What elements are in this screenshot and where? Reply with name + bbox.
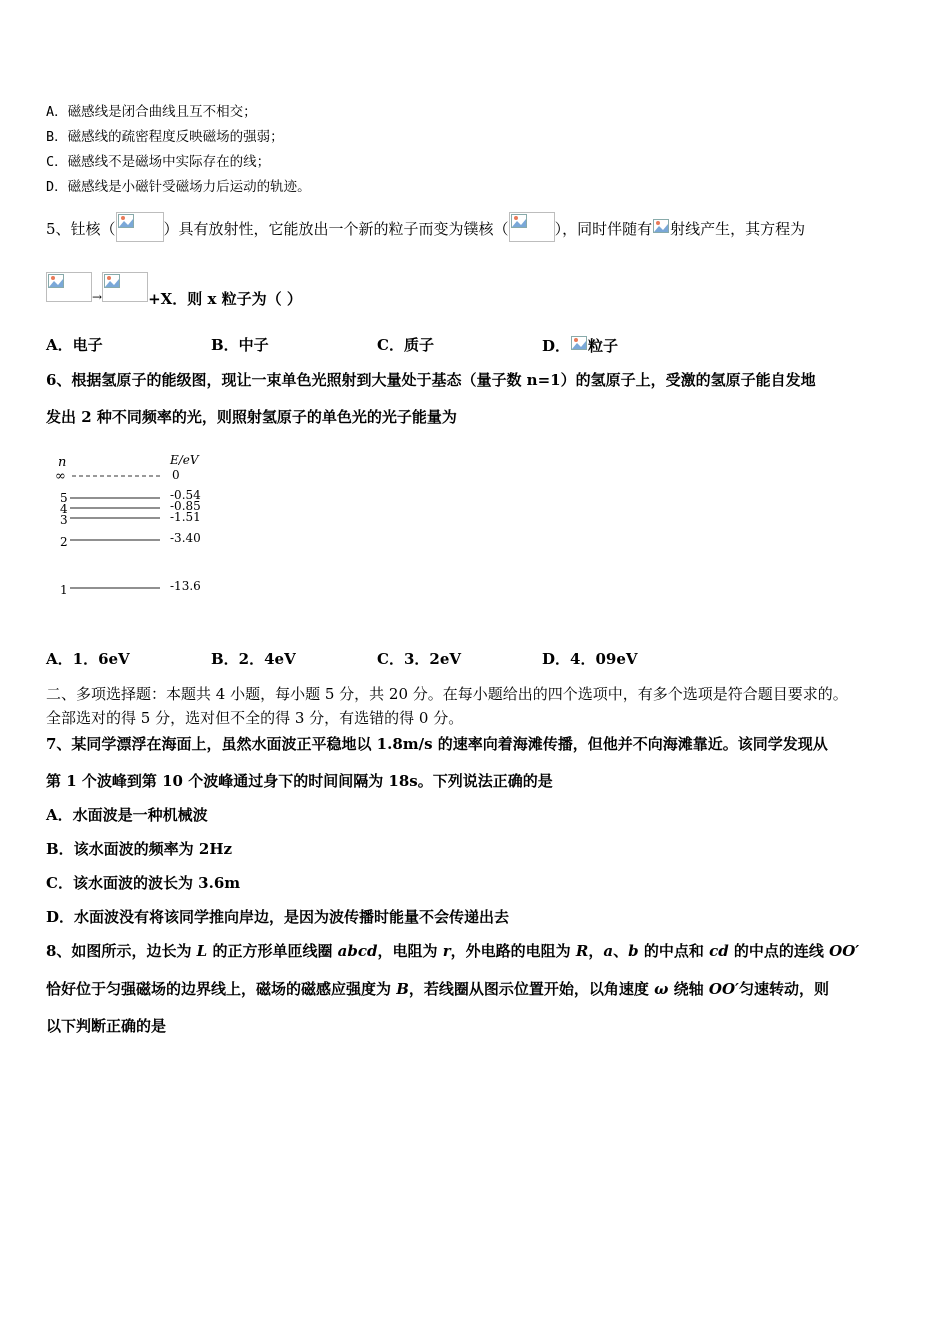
q5-text-3: ），同时伴随有 (554, 220, 653, 238)
q8-line-2 (46, 979, 829, 999)
q5-option-b: B．中子 (211, 336, 269, 354)
q4-option-a: A．磁感线是闭合曲线且互不相交； (46, 104, 257, 120)
q6-option-c: C．3．2eV (377, 650, 461, 668)
var-omega: ω (654, 980, 669, 998)
var-B: B (396, 980, 409, 998)
q4-option-c: C．磁感线不是磁场中实际存在的线； (46, 154, 271, 170)
reaction-arrow: → (92, 290, 103, 304)
q5-text-4: 射线产生，其方程为 (670, 220, 806, 238)
broken-image-icon (102, 272, 148, 302)
broken-image-icon (116, 212, 164, 242)
q5-option-d-label: D． (542, 337, 571, 355)
q8-text: ，外电路的电阻为 (450, 942, 576, 960)
q5-stem (46, 212, 805, 238)
q8-text: ，电阻为 (377, 942, 443, 960)
q8-text: 、 (613, 942, 629, 960)
q8-text: 8、如图所示，边长为 (46, 942, 197, 960)
broken-image-icon (652, 218, 670, 236)
var-R: R (575, 942, 589, 960)
q8-text: 的中点和 (638, 942, 710, 960)
q5-option-d (542, 335, 618, 356)
level-e-1: -13.6 (170, 579, 201, 593)
q8-text: ，若线圈从图示位置开始，以角速度 (408, 980, 655, 998)
q8-text: ， (588, 942, 604, 960)
var-r: r (442, 942, 451, 960)
var-L: L (196, 942, 208, 960)
q8-text: 绕轴 (668, 980, 709, 998)
section2-line-2: 全部选对的得 5 分，选对但不全的得 3 分，有选错的得 0 分。 (46, 709, 464, 727)
energy-axis-label: E/eV (170, 453, 199, 467)
level-e-2: -3.40 (170, 531, 201, 545)
level-n-1: 1 (60, 583, 68, 597)
q7-line-2: 第 1 个波峰到第 10 个波峰通过身下的时间间隔为 18s。下列说法正确的是 (46, 772, 553, 790)
energy-level-diagram (52, 452, 212, 602)
q8-text: 恰好位于匀强磁场的边界线上，磁场的磁感应强度为 (46, 980, 397, 998)
q5-text-1: 5、钍核（ (46, 220, 116, 238)
level-e-3: -1.51 (170, 510, 201, 524)
q5-equation (46, 272, 302, 306)
q6-option-d: D．4．09eV (542, 650, 638, 668)
broken-image-icon (46, 272, 92, 302)
level-n-4: 4 (60, 502, 68, 516)
var-b: b (628, 942, 639, 960)
broken-image-icon (509, 212, 555, 242)
q6-line-1: 6、根据氢原子的能级图，现让一束单色光照射到大量处于基态（量子数 n=1）的氢原子上，受激的氢原子能自发地 (46, 371, 816, 389)
section2-line-1: 二、多项选择题：本题共 4 小题，每小题 5 分，共 20 分。在每小题给出的四个选项中，有多个选项是符合题目要求的。 (46, 685, 848, 703)
level-e-5: -0.54 (170, 488, 201, 502)
var-abcd: abcd (337, 942, 378, 960)
var-OO: OO′ (829, 942, 860, 960)
broken-image-icon (570, 335, 588, 353)
q6-option-a: A．1．6eV (46, 650, 130, 668)
level-n-5: 5 (60, 491, 68, 505)
level-e-inf: 0 (172, 468, 180, 482)
q7-line-1: 7、某同学漂浮在海面上，虽然水面波正平稳地以 1.8m/s 的速率向着海滩传播，但他并不向海滩靠近。该同学发现从 (46, 735, 828, 753)
q5-option-c: C．质子 (377, 336, 434, 354)
q6-line-2: 发出 2 种不同频率的光，则照射氢原子的单色光的光子能量为 (46, 408, 457, 426)
q5-equation-tail: +X．则 x 粒子为（ ） (148, 290, 302, 308)
q4-option-d: D．磁感线是小磁针受磁场力后运动的轨迹。 (46, 179, 311, 195)
q8-text: 的正方形单匝线圈 (207, 942, 338, 960)
q7-option-c: C．该水面波的波长为 3.6m (46, 874, 241, 892)
level-n-inf: ∞ (55, 469, 66, 484)
level-n-3: 3 (60, 513, 68, 527)
q8-text: 匀速转动，则 (739, 980, 830, 998)
q4-option-b: B．磁感线的疏密程度反映磁场的强弱； (46, 129, 284, 145)
q5-text-2: ）具有放射性，它能放出一个新的粒子而变为镤核（ (163, 220, 509, 238)
var-a: a (603, 942, 614, 960)
var-cd: cd (709, 942, 729, 960)
q8-line-3: 以下判断正确的是 (46, 1017, 167, 1035)
n-axis-label: n (58, 455, 67, 470)
q8-line-1 (46, 941, 859, 961)
q5-option-d-text: 粒子 (588, 337, 619, 355)
q7-option-b: B．该水面波的频率为 2Hz (46, 840, 233, 858)
level-n-2: 2 (60, 535, 68, 549)
q5-option-a: A．电子 (46, 336, 103, 354)
var-OO: OO′ (708, 980, 739, 998)
q7-option-d: D．水面波没有将该同学推向岸边，是因为波传播时能量不会传递出去 (46, 908, 510, 926)
q6-option-b: B．2．4eV (211, 650, 296, 668)
level-e-4: -0.85 (170, 499, 201, 513)
q8-text: 的中点的连线 (728, 942, 830, 960)
q7-option-a: A．水面波是一种机械波 (46, 806, 208, 824)
